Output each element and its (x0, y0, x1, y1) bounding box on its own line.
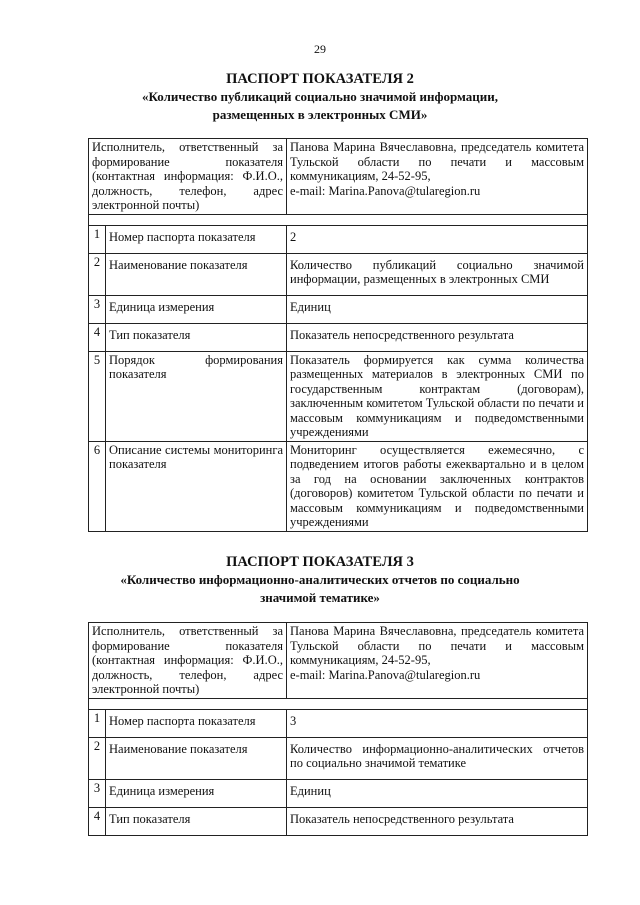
passport-2-heading (0, 70, 640, 124)
passport-3-table (88, 622, 588, 836)
table-row: 2 Наименование показателя Количество публикаций социально значимой информации, размещенных в электронных СМИ (89, 253, 588, 295)
table-row: 2 Наименование показателя Количество информационно-аналитических отчетов по социально значимой тематике (89, 737, 588, 779)
passport-2-table (88, 138, 588, 532)
passport-3-heading (0, 553, 640, 607)
table-row: 5 Порядок формирования показателя Показатель формируется как сумма количества размещенных материалов в электронных СМИ по государственным контрактам (договорам), заключенным комитетом Тульской области по печати и массовым коммуникациям и подведомственными учреждениями (89, 351, 588, 441)
table-row: 4 Тип показателя Показатель непосредственного результата (89, 323, 588, 351)
table-row: 6 Описание системы мониторинга показателя Мониторинг осуществляется ежемесячно, с подведением итогов работы ежеквартально и в целом за год на основании заключенных контрактов (договоров) комитетом Тульской области по печати и массовым коммуникациям и подведомственными учреждениями (89, 441, 588, 531)
table-row: 3 Единица измерения Единиц (89, 779, 588, 807)
table-row: 1 Номер паспорта показателя 3 (89, 709, 588, 737)
passport-2-subtitle-line2: размещенных в электронных СМИ» (212, 107, 428, 122)
page-number: 29 (314, 42, 326, 56)
table-row: 1 Номер паспорта показателя 2 (89, 225, 588, 253)
executor-label: Исполнитель, ответственный за формирование показателя (контактная информация: Ф.И.О., должность, телефон, адрес электронной почты) (89, 623, 287, 699)
passport-3-title: ПАСПОРТ ПОКАЗАТЕЛЯ 3 (226, 554, 414, 570)
executor-value: Панова Марина Вячеславовна, председатель комитета Тульской области по печати и массовым коммуникациям, 24-52-95, e-mail: Marina.Panova@tularegion.ru (287, 139, 588, 215)
executor-row (89, 623, 588, 699)
executor-row (89, 139, 588, 215)
passport-2-subtitle-line1: «Количество публикаций социально значимой информации, (142, 89, 498, 104)
table-row: 3 Единица измерения Единиц (89, 295, 588, 323)
passport-3-subtitle-line2: значимой тематике» (260, 590, 380, 605)
passport-3-subtitle-line1: «Количество информационно-аналитических отчетов по социально (120, 572, 520, 587)
table-row: 4 Тип показателя Показатель непосредственного результата (89, 807, 588, 835)
passport-2-title: ПАСПОРТ ПОКАЗАТЕЛЯ 2 (226, 71, 414, 87)
executor-value: Панова Марина Вячеславовна, председатель комитета Тульской области по печати и массовым коммуникациям, 24-52-95, e-mail: Marina.Panova@tularegion.ru (287, 623, 588, 699)
executor-label: Исполнитель, ответственный за формирование показателя (контактная информация: Ф.И.О., должность, телефон, адрес электронной почты) (89, 139, 287, 215)
